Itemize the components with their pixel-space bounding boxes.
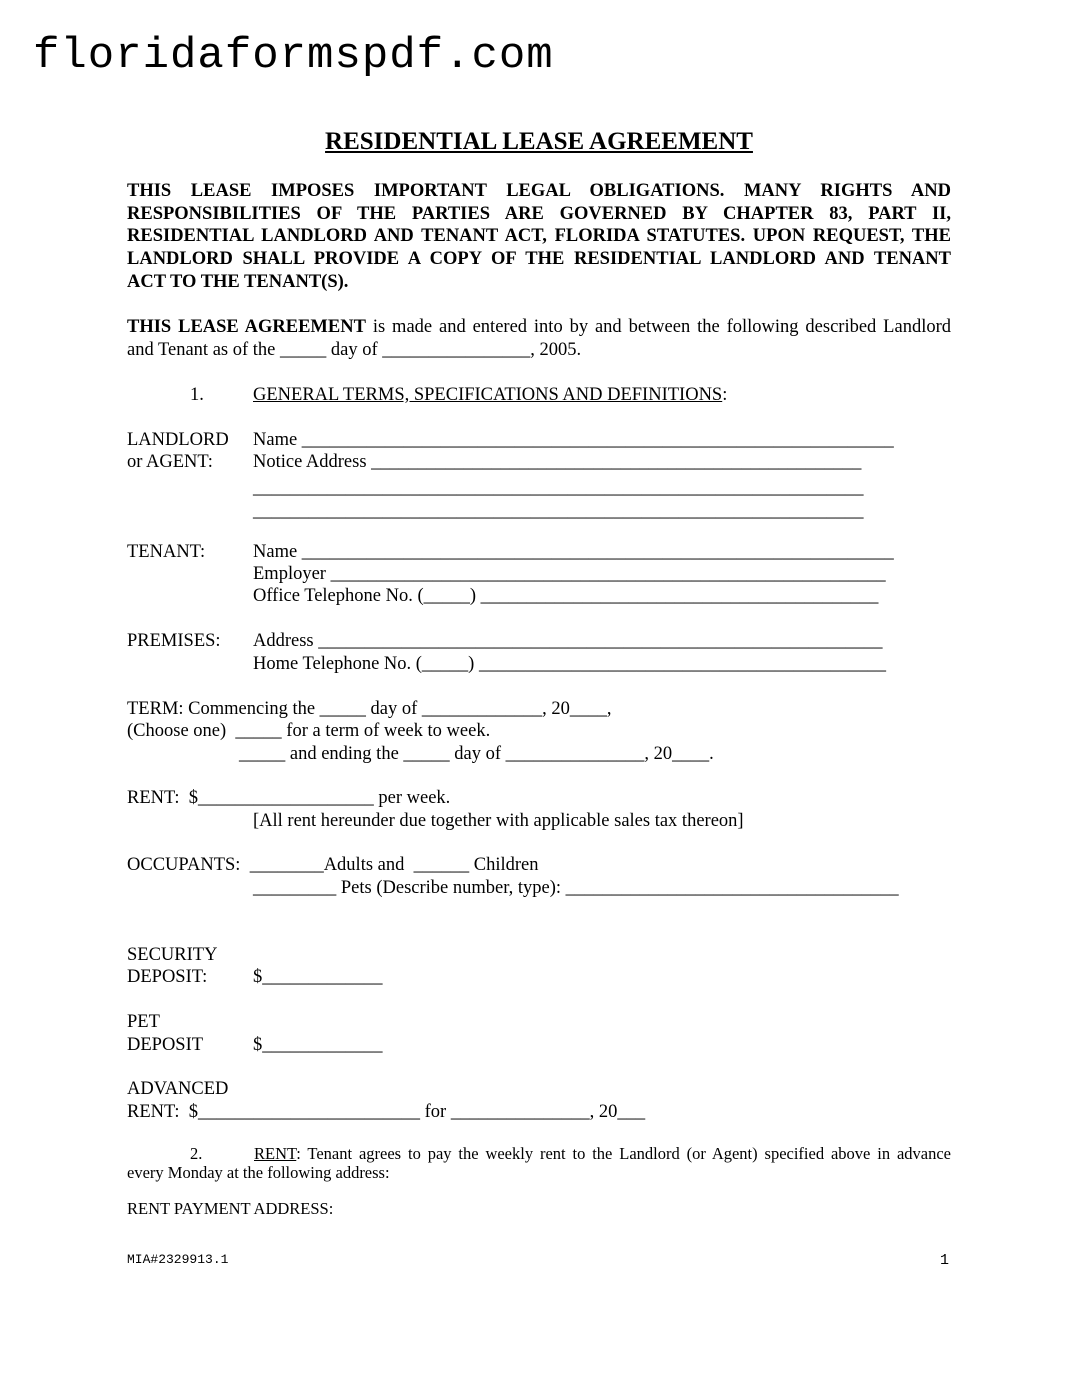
security-deposit-label: DEPOSIT: bbox=[127, 967, 208, 987]
intro-bold: THIS LEASE AGREEMENT bbox=[127, 317, 366, 337]
premises-home-phone-field[interactable]: Home Telephone No. (_____) ____________________________________________ bbox=[253, 654, 886, 674]
security-label: SECURITY bbox=[127, 945, 218, 965]
notice-line: RESPONSIBILITIES OF THE PARTIES ARE GOVERNED BY CHAPTER 83, PART II, bbox=[127, 203, 951, 224]
intro-line: and Tenant as of the _____ day of ________________, 2005. bbox=[127, 339, 582, 360]
rent-note: [All rent hereunder due together with applicable sales tax thereon] bbox=[253, 811, 744, 831]
landlord-notice-address-field[interactable]: Notice Address _____________________________________________________ bbox=[253, 452, 862, 472]
section-2-text: : Tenant agrees to pay the weekly rent to the Landlord (or Agent) specified above in advance bbox=[296, 1144, 951, 1163]
advanced-rent-field[interactable]: RENT: $________________________ for _______________, 20___ bbox=[127, 1102, 646, 1122]
tenant-office-phone-field[interactable]: Office Telephone No. (_____) ___________________________________________ bbox=[253, 586, 879, 606]
pets-field[interactable]: _________ Pets (Describe number, type): ____________________________________ bbox=[253, 878, 899, 898]
watermark: floridaformspdf.com bbox=[33, 31, 554, 81]
occupants-field[interactable]: OCCUPANTS: ________Adults and ______ Children bbox=[127, 855, 539, 875]
document-id: MIA#2329913.1 bbox=[127, 1252, 229, 1267]
notice-line: THIS LEASE IMPOSES IMPORTANT LEGAL OBLIGATIONS. MANY RIGHTS AND bbox=[127, 181, 951, 201]
section-2-number: 2. bbox=[190, 1144, 203, 1163]
security-deposit-field[interactable]: $_____________ bbox=[253, 967, 383, 987]
agent-label: or AGENT: bbox=[127, 452, 213, 472]
legal-notice bbox=[127, 180, 951, 294]
intro-line bbox=[127, 316, 951, 339]
pet-deposit-field[interactable]: $_____________ bbox=[253, 1035, 383, 1055]
landlord-name-field[interactable]: Name ________________________________________________________________ bbox=[253, 430, 894, 450]
notice-line: RESIDENTIAL LANDLORD AND TENANT ACT, FLORIDA STATUTES. UPON REQUEST, THE bbox=[127, 226, 951, 247]
section-1-heading-text: GENERAL TERMS, SPECIFICATIONS AND DEFINITIONS bbox=[253, 385, 723, 405]
intro-paragraph bbox=[127, 316, 951, 361]
section-1-number: 1. bbox=[190, 385, 204, 405]
section-1-heading bbox=[253, 384, 727, 407]
section-2-line bbox=[127, 1144, 951, 1163]
tenant-label: TENANT: bbox=[127, 542, 206, 562]
pet-deposit-label: DEPOSIT bbox=[127, 1035, 204, 1055]
section-1-colon: : bbox=[722, 385, 728, 405]
premises-address-field[interactable]: Address _____________________________________________________________ bbox=[253, 631, 883, 651]
section-2-heading: RENT bbox=[254, 1144, 297, 1163]
rent-payment-address-label: RENT PAYMENT ADDRESS: bbox=[127, 1199, 334, 1218]
premises-label: PREMISES: bbox=[127, 631, 221, 651]
rent-amount-field[interactable]: RENT: $___________________ per week. bbox=[127, 788, 451, 808]
notice-line: LANDLORD SHALL PROVIDE A COPY OF THE RESIDENTIAL LANDLORD AND TENANT bbox=[127, 249, 951, 270]
notice-line: ACT TO THE TENANT(S). bbox=[127, 271, 349, 292]
landlord-address-line-2[interactable]: __________________________________________________________________ bbox=[253, 478, 864, 498]
document-title: RESIDENTIAL LEASE AGREEMENT bbox=[325, 128, 753, 155]
term-line-3[interactable]: _____ and ending the _____ day of _______________, 20____. bbox=[239, 744, 714, 764]
landlord-label: LANDLORD bbox=[127, 430, 229, 450]
advanced-label: ADVANCED bbox=[127, 1079, 229, 1099]
term-line-2[interactable]: (Choose one) _____ for a term of week to week. bbox=[127, 721, 491, 741]
pet-label: PET bbox=[127, 1012, 160, 1032]
section-2-paragraph bbox=[127, 1144, 951, 1182]
page-number: 1 bbox=[940, 1252, 950, 1269]
tenant-name-field[interactable]: Name ________________________________________________________________ bbox=[253, 542, 894, 562]
intro-rest: is made and entered into by and between the following described Landlord bbox=[365, 317, 951, 337]
tenant-employer-field[interactable]: Employer ____________________________________________________________ bbox=[253, 564, 886, 584]
term-line-1[interactable]: TERM: Commencing the _____ day of _____________, 20____, bbox=[127, 699, 612, 719]
section-2-line: every Monday at the following address: bbox=[127, 1163, 390, 1182]
landlord-address-line-3[interactable]: __________________________________________________________________ bbox=[253, 501, 864, 521]
